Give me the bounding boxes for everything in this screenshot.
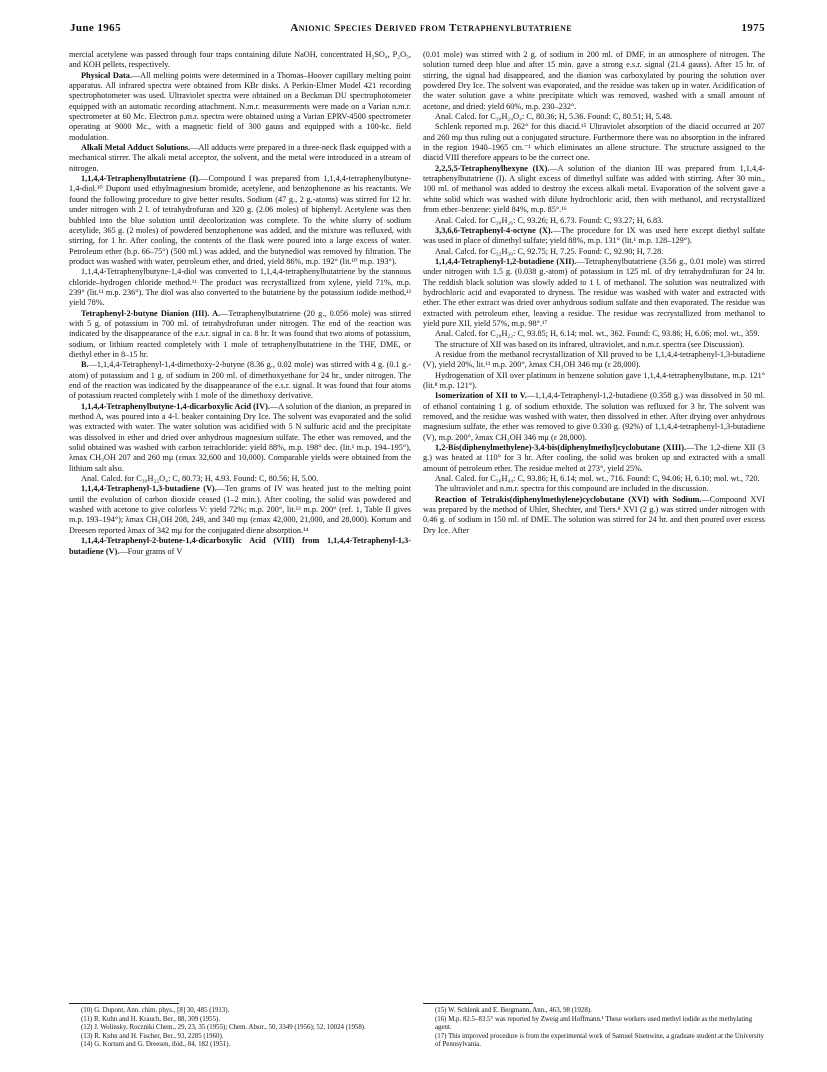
paragraph	[423, 443, 765, 474]
paragraph-text: Anal. Calcd. for C₃₀H₂₂O₄: C, 80.73; H, 4.93. Found: C, 80.56; H, 5.00.	[81, 474, 319, 484]
paragraph	[69, 309, 411, 361]
paragraph	[69, 484, 411, 536]
section-heading: Isomerization of XII to V.	[435, 391, 527, 401]
paragraph-text: (0.01 mole) was stirred with 2 g. of sodium in 200 ml. of DMF, in an atmosphere of nitrogen. The solution turned deep blue and after 15 min. gave a strong e.s.r. signal (21.4 gauss). After 15 hr. of stirring, the signal had disappeared, and the dianion was carboxylated by pouring the solution over powdered Dry Ice. The solvent was evaporated, and the residue was taken up in water. Acidification of the water solution gave a white precipitate which was removed, washed with a small amount of acetone, and dried: yield 60%, m.p. 230–232°.	[423, 50, 765, 111]
section-heading: 1,1,4,4-Tetraphenylbutyne-1,4-dicarboxylic Acid (IV).	[81, 401, 270, 411]
paragraph	[69, 360, 411, 401]
footnote-rule	[69, 1003, 179, 1004]
right-column	[423, 50, 765, 536]
paragraph-text: —The procedure for IX was used here except diethyl sulfate was used in place of dimethyl sulfate; yield 88%, m.p. 131° (lit.¹ m.p. 128–129°).	[423, 225, 765, 246]
paragraph-text: —Compound I was prepared from 1,1,4,4-tetraphenylbutyne-1,4-diol.¹⁰ Dupont used ethylmagnesium bromide, acetylene, and benzophenone as his reactants. We found the following procedure to give better results. Sodium (47 g., 2 g.-atoms) was stirred for 12 hr. under nitrogen with 2 l. of tetrahydrofuran and 320 g. (2.06 moles) of biphenyl. Acetylene was then bubbled into the blue solution until decolorization was complete. To the white slurry of sodium acetylide, 365 g. (2 moles) of powdered benzophenone was added, and the mixture was refluxed, with stirring, for 1 hr. After cooling, the contents of the flask were poured into a large excess of water. Petroleum ether (b.p. 66–75°) (500 ml.) was added, and the butynediol was removed by filtration. The product was washed with water, petroleum ether, and dried, yield 86%, m.p. 192° (lit.¹⁰ m.p. 193°).	[69, 174, 411, 266]
paragraph	[423, 329, 765, 339]
section-heading: Physical Data.	[81, 70, 132, 80]
paragraph-text: Anal. Calcd. for C₃₀H₂₄O₄: C, 80.36; H, 5.36. Found: C, 80.51; H, 5.48.	[435, 112, 673, 122]
paragraph	[423, 50, 765, 112]
paragraph	[423, 226, 765, 247]
footnote: (16) M.p. 82.5–83.5° was reported by Zweig and Hoffmann.¹ These workers used methyl iodide as the methylating agent.	[435, 1015, 753, 1032]
running-header	[70, 22, 765, 40]
paragraph-text: —Ten grams of IV was heated just to the melting point until the evolution of carbon dioxide ceased (1–2 min.). After cooling, the solid was powdered and washed with acetone to give colorless V: yield 72%; m.p. 200°, lit.¹³ m.p. 200° (ref. 1, Table II gives m.p. 193–194°); λmax CH₃OH 208, 249, and 340 mμ (εmax 42,000, 21,000, and 28,000). Kortum and Dreesen reported λmax of 342 mμ for the conjugated diene absorption.¹⁴	[69, 484, 411, 535]
paragraph-text: Anal. Calcd. for C₃₀H₂₆: C, 93.26; H, 6.73. Found: C, 93.27; H, 6.83.	[435, 215, 664, 225]
paragraph	[69, 71, 411, 143]
paragraph	[423, 474, 765, 484]
paragraph-text: —All adducts were prepared in a three-neck flask equipped with a mechanical stirrer. The alkali metal acceptor, the solvent, and the metal were introduced in a stream of nitrogen.	[69, 143, 411, 173]
section-heading: 1,1,4,4-Tetraphenyl-2-butene-1,4-dicarboxylic Acid (VIII) from 1,1,4,4-Tetraphenyl-1,3-butadiene (V).	[69, 536, 411, 556]
paragraph	[69, 174, 411, 267]
paragraph	[423, 257, 765, 329]
section-heading: Tetraphenyl-2-butyne Dianion (III). A.	[81, 308, 221, 318]
paragraph	[423, 484, 765, 494]
section-heading: Reaction of Tetrakis(diphenylmethylene)cyclobutane (XVI) with Sodium.	[435, 494, 702, 504]
paragraph	[423, 112, 765, 122]
paragraph-text: —A solution of the dianion III was prepared from 1,1,4,4-tetraphenylbutatriene (I). A slight excess of dimethyl sulfate was added with stirring. After 30 min., 100 ml. of methanol was added to destroy the excess alkali metal. Evaporation of the solvent gave a white solid which was washed with dilute hydrochloric acid, then with methanol, and recrystallized from ether–benzene: yield 84%, m.p. 85°.¹⁶	[423, 163, 765, 215]
paragraph-text: 1,1,4,4-Tetraphenylbutyne-1,4-diol was converted to 1,1,4,4-tetraphenylbutatriene by the stannous chloride–hydrogen chloride method.¹¹ The product was recrystallized from xylene, yield 71%, m.p. 239° (lit.¹¹ m.p. 236°). The diol was also converted to the butatriene by the potassium iodide method,¹² yield 78%.	[69, 267, 411, 308]
footnote: (13) R. Kuhn and H. Fischer, Ber., 93, 2285 (1960).	[81, 1032, 224, 1040]
paragraph	[69, 474, 411, 484]
paragraph	[423, 247, 765, 257]
section-heading: Alkali Metal Adduct Solutions.	[81, 143, 191, 153]
paragraph-text: —Compound XVI was prepared by the method of Uhler, Shechter, and Tiers.⁸ XVI (2 g.) was stirred under nitrogen with 0.46 g. of sodium in 150 ml. of DME. The solution was stirred for 24 hr. and then poured over excess Dry Ice. After	[423, 494, 765, 535]
section-heading: 1,1,4,4-Tetraphenylbutatriene (I).	[81, 174, 201, 184]
header-date: June 1965	[70, 22, 121, 34]
paragraph-text: The ultraviolet and n.m.r. spectra for this compound are included in the discussion.	[435, 484, 709, 494]
page-number: 1975	[741, 22, 765, 34]
section-heading: 3,3,6,6-Tetraphenyl-4-octyne (X).	[435, 225, 553, 235]
paragraph	[69, 402, 411, 474]
section-heading: B.	[81, 360, 89, 370]
left-column	[69, 50, 411, 557]
paragraph-text: —1,1,4,4-Tetraphenyl-1,2-butadiene (0.358 g.) was dissolved in 50 ml. of ethanol containing 1 g. of sodium ethoxide. The solution was refluxed for 3 hr. The solvent was removed, and the residue was washed with water, then dissolved in ether. After drying over anhydrous magnesium sulfate, the ether was removed to give 0.330 g. (92%) of 1,1,4,4-tetraphenyl-1,3-butadiene (V), m.p. 200°, λmax CH₃OH 346 mμ (ε 28,000).	[423, 391, 765, 442]
paragraph-text: —A solution of the dianion, as prepared in method A, was poured into a 4-l. beaker containing Dry Ice. The solvent was evaporated and the solid was extracted with water. The water solution was acidified with 5 N sulfuric acid and the precipitate was dissolved in ether and dried over anhydrous magnesium sulfate. The ether was removed, and the solid obtained was washed with carbon tetrachloride: yield 88%, m.p. 198° dec. (lit.¹ m.p. 194–195°), λmax CH₃OH 207 and 260 mμ (εmax 32,600 and 10,000). Comparable yields were obtained from the lithium salt also.	[69, 401, 411, 473]
paragraph	[69, 536, 411, 557]
section-heading: 1,1,4,4-Tetraphenyl-1,3-butadiene (V).	[81, 484, 217, 494]
footnote: (14) G. Kortum and G. Dreesen, ibid., 84, 182 (1951).	[81, 1041, 231, 1049]
paragraph-text: —Tetraphenylbutatriene (20 g., 0.056 mole) was stirred with 5 g. of potassium in 700 ml. of tetrahydrofuran under nitrogen. The end of the reaction was indicated by the disappearance of the e.s.r. signal in ca. 8 hr. It was found that two atoms of potassium, sodium, or lithium reacted completely with 1 mole of tetraphenylbutatriene in the THF, DME, or diethyl ether in 8–15 hr.	[69, 308, 411, 359]
paragraph-text: Anal. Calcd. for C₅₆H₄₄: C, 93.86; H, 6.14; mol. wt., 716. Found: C, 94.06; H, 6.10; mol. wt., 720.	[435, 474, 760, 484]
paragraph	[69, 50, 411, 71]
paragraph	[423, 122, 765, 163]
paragraph	[423, 216, 765, 226]
paragraph	[423, 350, 765, 371]
footnotes-right	[423, 1003, 765, 1050]
paragraph	[423, 391, 765, 443]
footnote: (11) R. Kuhn and H. Krauch, Ber., 88, 309 (1955).	[81, 1015, 221, 1023]
paragraph-text: —The 1,2-diene XII (3 g.) was heated at 110° for 3 hr. After cooling, the solid was broken up and extracted with a small amount of petroleum ether. The residue melted at 273°, yield 25%.	[423, 443, 766, 473]
paragraph-text: Schlenk reported m.p. 262° for this diacid.¹⁵ Ultraviolet absorption of the diacid occurred at 207 and 260 mμ thus ruling out a conjugated structure. Furthermore there was no absorption in the infrared in the region 1940–1965 cm.⁻¹ which eliminates an allene structure. The structure assigned to the diacid VIII therefore appears to be the correct one.	[423, 122, 765, 163]
paragraph-text: —Four grams of V	[119, 546, 183, 556]
paragraph-text: Anal. Calcd. for C₂₈H₂₂: C, 93.85; H, 6.14; mol. wt., 362. Found: C, 93.86; H, 6.06; mol. wt., 359.	[435, 329, 760, 339]
paragraph-text: —All melting points were determined in a Thomas–Hoover capillary melting point apparatus. All infrared spectra were obtained from KBr disks. A Perkin-Elmer Model 421 recording spectrophotometer was used. Ultraviolet spectra were obtained on a Beckman DU spectrophotometer equipped with an automatic recording attachment. N.m.r. measurements were made on a Varian n.m.r. spectrometer at 60 Mc. Electron p.m.r. spectra were obtained using a Varian EPRV-4500 spectrometer operating at 9000 Mc., with a magnetic field of 300 gauss and equipped with a 100-kc. field modulation.	[69, 70, 411, 142]
paragraph-text: mercial acetylene was passed through four traps containing dilute NaOH, concentrated H₂SO₄, P₂O₅, and KOH pellets, respectively.	[69, 50, 411, 70]
section-heading: 2,2,5,5-Tetraphenylhexyne (IX).	[435, 163, 550, 173]
paragraph-text: A residue from the methanol recrystallization of XII proved to be 1,1,4,4-tetraphenyl-1,3-butadiene (V), yield 20%, lit.¹³ m.p. 200°, λmax CH₃OH 346 mμ (ε 28,000).	[423, 349, 765, 370]
footnote: (12) J. Wolinsky, Roczniki Chem., 29, 23, 35 (1955); Chem. Abstr., 50, 3349 (1956); 52, 10024 (1958).	[81, 1024, 366, 1032]
paragraph	[69, 143, 411, 174]
paragraph	[423, 340, 765, 350]
paragraph	[423, 495, 765, 536]
paragraph	[69, 267, 411, 308]
footnote: (10) G. Dupont, Ann. chim. phys., [8] 30, 485 (1913).	[81, 1007, 230, 1014]
paragraph-text: —1,1,4,4-Tetraphenyl-1,4-dimethoxy-2-butyne (8.36 g., 0.02 mole) was stirred with 4 g. (0.1 g.-atom) of potassium and 1 g. of sodium in 200 ml. of dimethoxyethane for 24 hr., under nitrogen. The end of the reaction was indicated by the disappearance of the e.s.r. signal. It was found that four atoms of potassium reacted completely with 1 mole of the dimethoxy derivative.	[69, 360, 411, 401]
paragraph-text: —Tetraphenylbutatriene (3.56 g., 0.01 mole) was stirred under nitrogen with 1.5 g. (0.038 g.-atom) of potassium in 125 ml. of dry tetrahydrofuran for 24 hr. The reddish black solution was slowly added to 1 l. of methanol. The solution was neutralized with hydrochloric acid and evaporated to dryness. The residue was washed with water and extracted with ether. The ether extract was dried over anhydrous sodium sulfate and then evaporated. The residue was extracted with petroleum ether, leaving a residue. The residue was recrystallized from methanol to yield pure XII, yield 57%, m.p. 98°.¹⁷	[423, 256, 765, 328]
header-title: Anionic Species Derived from Tetraphenylbutatriene	[290, 22, 572, 34]
paragraph	[423, 371, 765, 392]
section-heading: 1,1,4,4-Tetraphenyl-1,2-butadiene (XII).	[435, 256, 577, 266]
paragraph-text: The structure of XII was based on its infrared, ultraviolet, and n.m.r. spectra (see Discussion).	[435, 339, 745, 349]
paragraph	[423, 164, 765, 216]
paragraph-text: Hydrogenation of XII over platinum in benzene solution gave 1,1,4,4-tetraphenylbutane, m.p. 121° (lit.⁸ m.p. 121°).	[423, 370, 765, 390]
footnotes-left	[69, 1003, 411, 1050]
section-heading: 1,2-Bis(diphenylmethylene)-3,4-bis(diphenylmethyl)cyclobutane (XIII).	[435, 443, 687, 453]
paragraph-text: Anal. Calcd. for C₃₂H₃₀: C, 92.75; H, 7.25. Found: C, 92.90; H, 7.28.	[435, 246, 664, 256]
footnote-rule	[423, 1003, 533, 1004]
footnote: (17) This improved procedure is from the experimental work of Samuel Sisenwine, a graduate student at the University of Pennsylvania.	[435, 1032, 765, 1049]
footnote: (15) W. Schlenk and E. Bergmann, Ann., 463, 98 (1928).	[435, 1007, 592, 1014]
